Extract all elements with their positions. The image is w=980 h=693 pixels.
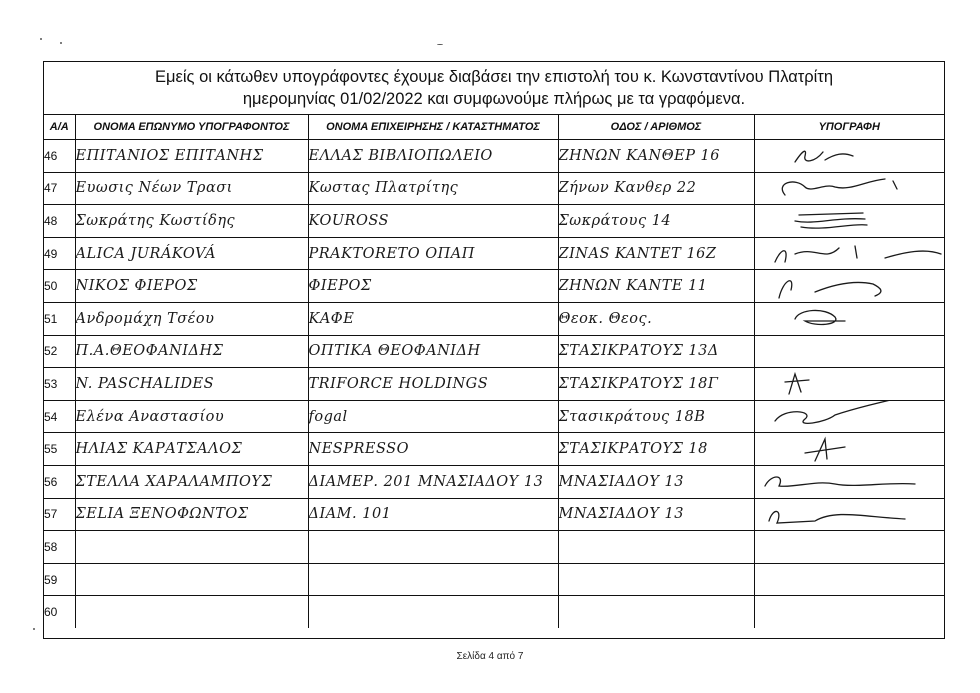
- table-row: [44, 172, 944, 205]
- petition-sheet: [43, 61, 945, 639]
- street-address: ΜΝΑΣΙΑΔΟΥ 13: [558, 498, 754, 531]
- signature-cell: [754, 400, 944, 433]
- row-number: 55: [44, 433, 75, 466]
- column-header-signature: ΥΠΟΓΡΑΦΗ: [754, 115, 944, 140]
- handwritten-signature: [755, 270, 945, 302]
- column-header-business: ΟΝΟΜΑ ΕΠΙΧΕΙΡΗΣΗΣ / ΚΑΤΑΣΤΗΜΑΤΟΣ: [308, 115, 558, 140]
- table-row: [44, 596, 944, 628]
- table-row: [44, 140, 944, 173]
- petition-heading: [44, 62, 944, 115]
- signer-name: Ανδρομάχη Τσέου: [75, 302, 308, 335]
- street-address: ΣΤΑΣΙΚΡΑΤΟΥΣ 18Γ: [558, 368, 754, 401]
- business-name: Κωστας Πλατρίτης: [308, 172, 558, 205]
- street-address: ΖΗΝΩΝ ΚΑΝΤΕ 11: [558, 270, 754, 303]
- signer-name: [75, 596, 308, 628]
- signer-name: [75, 563, 308, 596]
- signature-cell: [754, 302, 944, 335]
- signature-cell: [754, 205, 944, 238]
- business-name: fogal: [308, 400, 558, 433]
- business-name: TRIFORCE HOLDINGS: [308, 368, 558, 401]
- table-row: [44, 237, 944, 270]
- business-name: ΔΙΑΜ. 101: [308, 498, 558, 531]
- row-number: 51: [44, 302, 75, 335]
- signer-name: Ελένα Αναστασίου: [75, 400, 308, 433]
- handwritten-signature: [755, 466, 945, 498]
- signer-name: Π.Α.ΘΕΟΦΑΝΙΔΗΣ: [75, 335, 308, 368]
- business-name: [308, 531, 558, 564]
- row-number: 50: [44, 270, 75, 303]
- signer-name: ΣΕLIA ΞΕΝΟΦΩΝΤΟΣ: [75, 498, 308, 531]
- row-number: 59: [44, 563, 75, 596]
- signature-cell: [754, 368, 944, 401]
- business-name: ΚΑΦΕ: [308, 302, 558, 335]
- row-number: 48: [44, 205, 75, 238]
- scan-speck: [60, 42, 62, 44]
- signature-cell: [754, 140, 944, 173]
- street-address: [558, 596, 754, 628]
- row-number: 47: [44, 172, 75, 205]
- row-number: 49: [44, 237, 75, 270]
- street-address: ΣΤΑΣΙΚΡΑΤΟΥΣ 13Δ: [558, 335, 754, 368]
- handwritten-signature: [755, 368, 945, 400]
- row-number: 54: [44, 400, 75, 433]
- business-name: PRAKTORETO ΟΠΑΠ: [308, 237, 558, 270]
- signature-table: [44, 115, 944, 628]
- row-number: 58: [44, 531, 75, 564]
- table-row: [44, 335, 944, 368]
- table-row: [44, 302, 944, 335]
- signer-name: N. PASCHALIDES: [75, 368, 308, 401]
- signature-cell: [754, 498, 944, 531]
- page-footer: Σελίδα 4 από 7: [456, 651, 524, 662]
- row-number: 46: [44, 140, 75, 173]
- table-row: [44, 563, 944, 596]
- signature-cell: [754, 237, 944, 270]
- business-name: [308, 563, 558, 596]
- business-name: ΔΙΑΜΕΡ. 201 ΜΝΑΣΙΑΔΟΥ 13: [308, 465, 558, 498]
- table-row: [44, 433, 944, 466]
- signer-name: Ευωσις Νέων Τρασι: [75, 172, 308, 205]
- signature-cell: [754, 335, 944, 368]
- signature-cell: [754, 531, 944, 564]
- street-address: Ζήνων Κανθερ 22: [558, 172, 754, 205]
- heading-line-2: ημερομηνίας 01/02/2022 και συμφωνούμε πλήρως με τα γραφόμενα.: [242, 90, 746, 108]
- handwritten-signature: [755, 433, 945, 465]
- street-address: ΜΝΑΣΙΑΔΟΥ 13: [558, 465, 754, 498]
- row-number: 53: [44, 368, 75, 401]
- street-address: [558, 563, 754, 596]
- handwritten-signature: [755, 140, 945, 172]
- table-row: [44, 368, 944, 401]
- signer-name: ALICA JURÁKOVÁ: [75, 237, 308, 270]
- signature-cell: [754, 596, 944, 628]
- scan-speck: [33, 628, 35, 630]
- business-name: KOUROSS: [308, 205, 558, 238]
- table-row: [44, 465, 944, 498]
- street-address: ZINAS KANTET 16Z: [558, 237, 754, 270]
- street-address: Σωκράτους 14: [558, 205, 754, 238]
- signature-cell: [754, 172, 944, 205]
- scan-speck: [437, 44, 443, 45]
- table-row: [44, 400, 944, 433]
- street-address: [558, 531, 754, 564]
- table-row: [44, 270, 944, 303]
- handwritten-signature: [755, 303, 945, 335]
- business-name: ΦΙΕΡΟΣ: [308, 270, 558, 303]
- signature-cell: [754, 270, 944, 303]
- signer-name: [75, 531, 308, 564]
- business-name: ΕΛΛΑΣ ΒΙΒΛΙΟΠΩΛΕΙΟ: [308, 140, 558, 173]
- table-row: [44, 531, 944, 564]
- street-address: ΖΗΝΩΝ ΚΑΝΘΕΡ 16: [558, 140, 754, 173]
- business-name: NESPRESSO: [308, 433, 558, 466]
- signer-name: ΕΠΙΤΑΝΙΟΣ ΕΠΙΤΑΝΗΣ: [75, 140, 308, 173]
- signature-cell: [754, 433, 944, 466]
- signer-name: ΣΤΕΛΛΑ ΧΑΡΑΛΑΜΠΟΥΣ: [75, 465, 308, 498]
- row-number: 57: [44, 498, 75, 531]
- handwritten-signature: [755, 173, 945, 205]
- scan-speck: [40, 38, 42, 40]
- handwritten-signature: [755, 499, 945, 531]
- row-number: 52: [44, 335, 75, 368]
- handwritten-signature: [755, 238, 945, 270]
- table-header-row: [44, 115, 944, 140]
- handwritten-signature: [755, 401, 945, 433]
- signature-cell: [754, 465, 944, 498]
- table-row: [44, 205, 944, 238]
- street-address: Θεοκ. Θεος.: [558, 302, 754, 335]
- signer-name: ΝΙΚΟΣ ΦΙΕΡΟΣ: [75, 270, 308, 303]
- business-name: ΟΠΤΙΚΑ ΘΕΟΦΑΝΙΔΗ: [308, 335, 558, 368]
- street-address: ΣΤΑΣΙΚΡΑΤΟΥΣ 18: [558, 433, 754, 466]
- row-number: 60: [44, 596, 75, 628]
- signer-name: ΗΛΙΑΣ ΚΑΡΑΤΣΑΛΟΣ: [75, 433, 308, 466]
- heading-line-1: Εμείς οι κάτωθεν υπογράφοντες έχουμε διαβάσει την επιστολή του κ. Κωνσταντίνου Πλατρίτη: [155, 68, 833, 86]
- column-header-num: Α/Α: [44, 115, 75, 140]
- signature-cell: [754, 563, 944, 596]
- row-number: 56: [44, 465, 75, 498]
- table-row: [44, 498, 944, 531]
- column-header-street: ΟΔΟΣ / ΑΡΙΘΜΟΣ: [558, 115, 754, 140]
- business-name: [308, 596, 558, 628]
- street-address: Στασικράτους 18Β: [558, 400, 754, 433]
- signer-name: Σωκράτης Κωστίδης: [75, 205, 308, 238]
- column-header-name: ΟΝΟΜΑ ΕΠΩΝΥΜΟ ΥΠΟΓΡΑΦΟΝΤΟΣ: [75, 115, 308, 140]
- handwritten-signature: [755, 205, 945, 237]
